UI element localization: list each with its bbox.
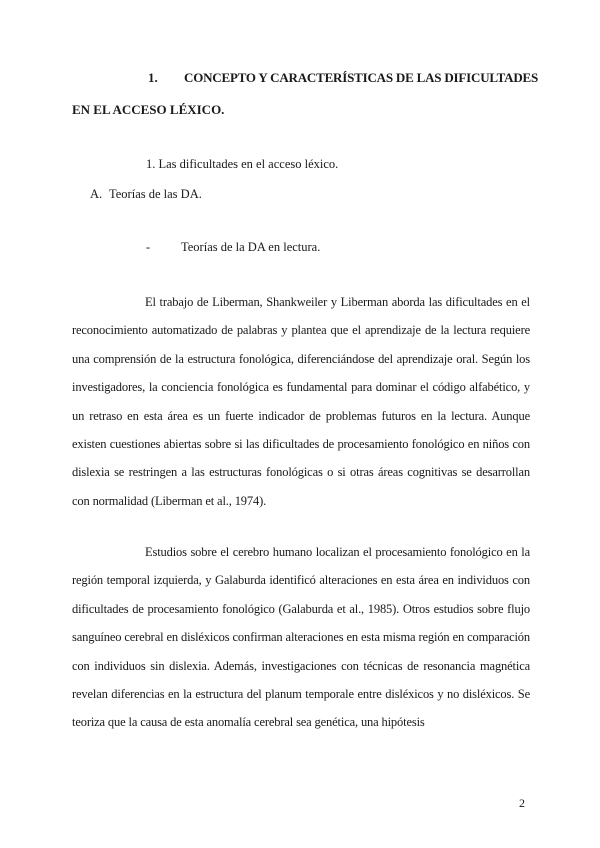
page-number: 2: [519, 796, 525, 810]
heading-number: 1.: [148, 70, 158, 85]
heading-title-line1: CONCEPTO Y CARACTERÍSTICAS DE LAS DIFICULTADES: [184, 70, 539, 85]
heading-title-line2: EN EL ACCESO LÉXICO.: [72, 102, 225, 117]
list-letter: A.: [90, 187, 103, 201]
lettered-subheading: Teorías de las DA.: [109, 187, 202, 201]
body-paragraph-1: El trabajo de Liberman, Shankweiler y Liberman aborda las dificultades en el reconocimiento automatizado de palabras y plantea que el aprendizaje de la lectura requiere una comprensión de la estructura fonológica, diferenciándose del aprendizaje oral. Según los investigadores, la conciencia fonológica es fundamental para dominar el código alfabético, y un retraso en esta área es un fuerte indicador de problemas futuros en la lectura. Aunque existen cuestiones abiertas sobre si las dificultades de procesamiento fonológico en niños con dislexia se restringen a las estructuras fonológicas o si otras áreas cognitivas se desarrollan con normalidad (Liberman et al., 1974).: [72, 295, 530, 508]
numbered-subheading: 1. Las dificultades en el acceso léxico.: [146, 157, 339, 171]
list-dash: -: [146, 240, 151, 254]
dash-subheading: Teorías de la DA en lectura.: [181, 240, 321, 254]
body-paragraph-2: Estudios sobre el cerebro humano localizan el procesamiento fonológico en la región temporal izquierda, y Galaburda identificó alteraciones en esta área en individuos con dificultades de procesamiento fonológico (Galaburda et al., 1985). Otros estudios sobre flujo sanguíneo cerebral en disléxicos confirman alteraciones en esta misma región en comparación con individuos sin dislexia. Además, investigaciones con técnicas de resonancia magnética revelan diferencias en la estructura del planum temporale entre disléxicos y no disléxicos. Se teoriza que la causa de esta anomalía cerebral sea genética, una hipótesis: [72, 545, 530, 730]
